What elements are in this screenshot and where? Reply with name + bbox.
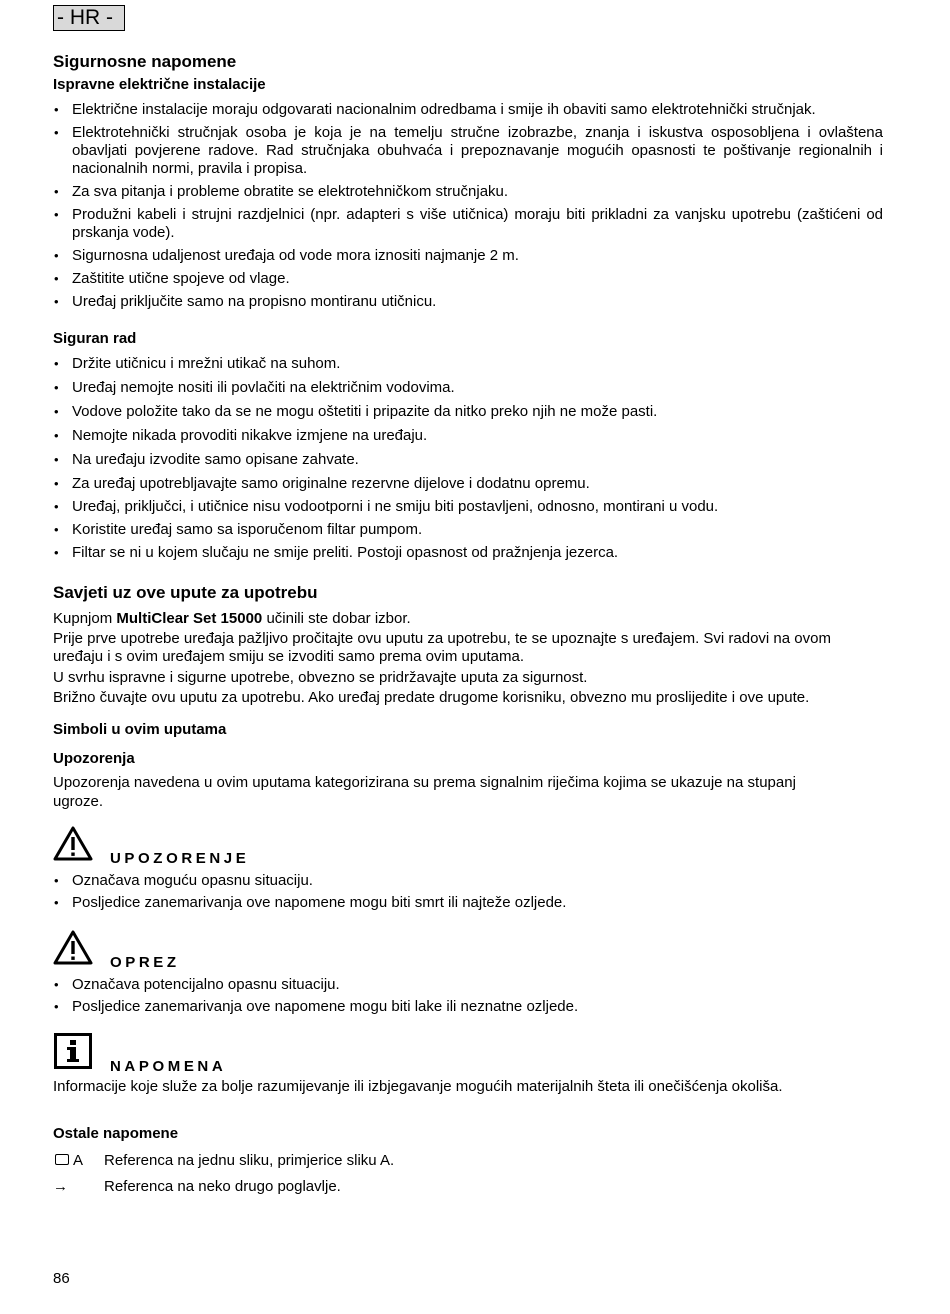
- figure-reference-letter: A: [73, 1152, 84, 1169]
- list-item: • Uređaj nemojte nositi ili povlačiti na električnim vodovima.: [53, 379, 883, 397]
- caution-list: [53, 976, 883, 1016]
- language-tag: - HR -: [53, 5, 125, 31]
- list-item: • Posljedice zanemarivanja ove napomene mogu biti lake ili neznatne ozljede.: [53, 998, 883, 1016]
- tips-para2: U svrhu ispravne i sigurne upotrebe, obvezno se pridržavajte uputa za sigurnost.: [53, 669, 588, 686]
- tips-intro: [53, 610, 893, 628]
- figure-reference-icon: [55, 1154, 69, 1165]
- warnings-heading: Upozorenja: [53, 750, 135, 767]
- caution-label: OPREZ: [110, 954, 180, 971]
- list-item: • Za uređaj upotrebljavajte samo originalne rezervne dijelove i dodatnu opremu.: [53, 475, 883, 493]
- electrical-heading: Ispravne električne instalacije: [53, 76, 266, 93]
- figure-reference-text: Referenca na jednu sliku, primjerice sliku A.: [104, 1152, 395, 1169]
- tips-para1-line1: Prije prve upotrebe uređaja pažljivo pročitajte ovu uputu za upotrebu, te se upoznajte s uređajem. Svi radovi na ovom: [53, 630, 831, 647]
- warning-list: [53, 872, 883, 912]
- list-item: • Koristite uređaj samo sa isporučenom filtar pumpom.: [53, 521, 883, 539]
- warning-triangle-icon: [53, 929, 93, 965]
- list-item: • Elektrotehnički stručnjak osoba je koja je na temelju stručne izobrazbe, znanja i iskustva osposobljena i ovlaštena obavljati povjerene radove. Rad stručnjaka obuhvaća i prepoznavanje mogućih opasnosti te poštivanje regionalnih i nacionalnih normi, pravila i propisa.: [53, 124, 883, 178]
- list-item: • Uređaj, priključci, i utičnice nisu vodootporni i ne smiju biti postavljeni, odnosno, montirani u vodu.: [53, 498, 883, 516]
- list-item: • Sigurnosna udaljenost uređaja od vode mora iznositi najmanje 2 m.: [53, 247, 883, 265]
- page-number: 86: [53, 1270, 70, 1287]
- list-item: • Produžni kabeli i strujni razdjelnici (npr. adapteri s više utičnica) moraju biti prikladni za vanjsku upotrebu (zaštićeni od prskanja vode).: [53, 206, 883, 242]
- symbols-title: Simboli u ovim uputama: [53, 721, 227, 738]
- chapter-reference-text: Referenca na neko drugo poglavlje.: [104, 1178, 341, 1195]
- warnings-text-line1: Upozorenja navedena u ovim uputama kategorizirana su prema signalnim riječima kojima se ukazuje na stupanj: [53, 774, 796, 791]
- tips-para1-line2: uređaju i s ovim uređajem smiju se izvoditi samo prema ovim uputama.: [53, 648, 525, 665]
- list-item: • Vodove položite tako da se ne mogu oštetiti i pripazite da nitko preko njih ne može pasti.: [53, 403, 883, 421]
- intro-prefix: Kupnjom: [53, 610, 117, 627]
- info-icon: [54, 1033, 92, 1069]
- list-item: • Filtar se ni u kojem slučaju ne smije preliti. Postoji opasnost od pražnjenja jezerca.: [53, 544, 883, 562]
- warning-label: UPOZORENJE: [110, 850, 250, 867]
- note-label: NAPOMENA: [110, 1058, 227, 1075]
- note-text: Informacije koje služe za bolje razumijevanje ili izbjegavanje mogućih materijalnih šteta ili onečišćenja okoliša.: [53, 1078, 783, 1095]
- list-item: • Za sva pitanja i probleme obratite se elektrotehničkom stručnjaku.: [53, 183, 883, 201]
- figure-reference-row: [53, 1152, 653, 1170]
- tips-title: Savjeti uz ove upute za upotrebu: [53, 583, 318, 602]
- list-item: • Zaštitite utične spojeve od vlage.: [53, 270, 883, 288]
- list-item: • Držite utičnicu i mrežni utikač na suhom.: [53, 355, 883, 373]
- warning-triangle-icon: [53, 825, 93, 861]
- list-item: • Na uređaju izvodite samo opisane zahvate.: [53, 451, 883, 469]
- chapter-reference-row: [53, 1178, 653, 1196]
- list-item: • Označava moguću opasnu situaciju.: [53, 872, 883, 890]
- list-item: • Posljedice zanemarivanja ove napomene mogu biti smrt ili najteže ozljede.: [53, 894, 883, 912]
- other-notes-title: Ostale napomene: [53, 1125, 179, 1142]
- safe-work-list: [53, 355, 883, 562]
- electrical-list: [53, 101, 883, 311]
- tips-para3: Brižno čuvajte ovu uputu za upotrebu. Ako uređaj predate drugome korisniku, obvezno mu proslijedite i ove upute.: [53, 689, 810, 706]
- intro-suffix: učinili ste dobar izbor.: [262, 610, 411, 627]
- product-name: MultiClear Set 15000: [116, 610, 263, 627]
- list-item: • Nemojte nikada provoditi nikakve izmjene na uređaju.: [53, 427, 883, 445]
- safety-title: Sigurnosne napomene: [53, 52, 237, 71]
- list-item: • Označava potencijalno opasnu situaciju.: [53, 976, 883, 994]
- warnings-text-line2: ugroze.: [53, 793, 104, 810]
- arrow-right-icon: →: [53, 1178, 68, 1195]
- list-item: • Uređaj priključite samo na propisno montiranu utičnicu.: [53, 293, 883, 311]
- safe-work-heading: Siguran rad: [53, 330, 137, 347]
- list-item: • Električne instalacije moraju odgovarati nacionalnim odredbama i smije ih obaviti samo elektrotehnički stručnjak.: [53, 101, 883, 119]
